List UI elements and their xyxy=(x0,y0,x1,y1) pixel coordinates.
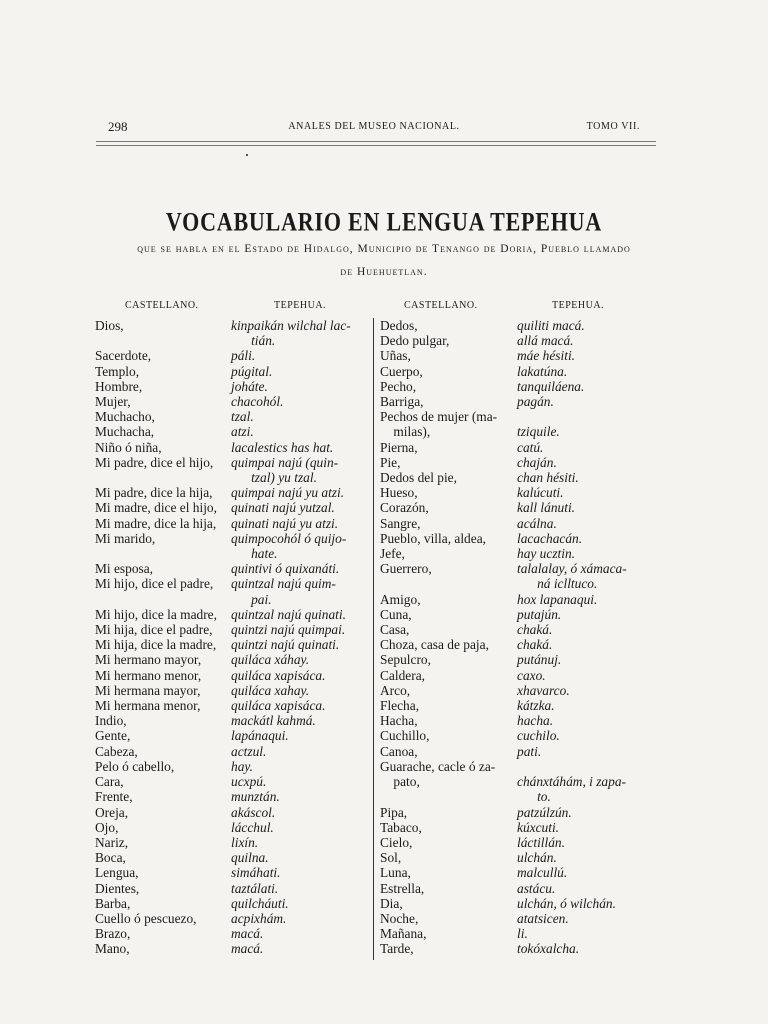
ink-speck xyxy=(246,154,248,156)
castellano-term: Cuerpo, xyxy=(380,363,423,379)
castellano-term: Mi hermana mayor, xyxy=(95,682,201,698)
castellano-term: Mi padre, dice la hija, xyxy=(95,485,213,501)
vocab-entry xyxy=(95,774,377,789)
vocab-entry xyxy=(380,364,657,379)
tepehua-term: macá. xyxy=(231,941,264,957)
vocab-entry xyxy=(95,348,377,363)
vocab-entry xyxy=(380,576,657,591)
vocab-entry xyxy=(95,683,377,698)
vocab-entry xyxy=(95,926,377,941)
vocab-entry xyxy=(95,333,377,348)
castellano-term: pato, xyxy=(380,774,420,790)
volume-label: TOMO VII. xyxy=(586,121,640,132)
right-vocabulary-column xyxy=(380,318,657,957)
castellano-term: Pelo ó cabello, xyxy=(95,758,175,774)
tepehua-term: astácu. xyxy=(517,880,556,896)
tepehua-term: quimpocohól ó quijo- xyxy=(231,530,347,546)
castellano-term: Jefe, xyxy=(380,546,405,562)
tepehua-term: quimpai najú (quin- xyxy=(231,454,339,470)
tepehua-term: acpixhám. xyxy=(231,910,287,926)
castellano-term: Cabeza, xyxy=(95,743,138,759)
castellano-term: Ojo, xyxy=(95,819,119,835)
castellano-term: Dios, xyxy=(95,318,124,333)
vocab-entry xyxy=(380,318,657,333)
vocab-entry xyxy=(95,485,377,500)
tepehua-term: ulchán, ó wilchán. xyxy=(517,895,616,911)
tepehua-term: ulchán. xyxy=(517,850,557,866)
vocab-entry xyxy=(95,744,377,759)
page-header xyxy=(108,121,640,137)
vocab-entry xyxy=(380,835,657,850)
tepehua-term: kátzka. xyxy=(517,698,555,714)
tepehua-term: láctillán. xyxy=(517,834,565,850)
castellano-term: Mi hija, dice la madre, xyxy=(95,637,217,653)
castellano-term: Sacerdote, xyxy=(95,348,152,364)
castellano-term xyxy=(95,546,231,561)
vocab-entry xyxy=(95,500,377,515)
tepehua-term: lapánaqui. xyxy=(231,728,289,744)
vocab-entry xyxy=(380,713,657,728)
vocab-entry xyxy=(380,896,657,911)
castellano-term: Corazón, xyxy=(380,500,429,516)
castellano-term: Luna, xyxy=(380,865,411,881)
tepehua-term: akáscol. xyxy=(231,804,276,820)
castellano-term: Noche, xyxy=(380,910,419,926)
tepehua-term: máe hésiti. xyxy=(517,348,576,364)
tepehua-term: catú. xyxy=(517,439,544,455)
subtitle-continuation: de Huehuetlan. xyxy=(340,266,428,278)
tepehua-term: simáhati. xyxy=(231,865,281,881)
castellano-term: Pierna, xyxy=(380,439,418,455)
castellano-term: Pipa, xyxy=(380,804,408,820)
column-header-right-castellano: CASTELLANO. xyxy=(404,300,478,311)
tepehua-term: quinati najú yu atzi. xyxy=(231,515,339,531)
castellano-term: Frente, xyxy=(95,789,133,805)
vocab-entry xyxy=(380,789,657,804)
tepehua-term: quiláca xapisáca. xyxy=(231,698,326,714)
vocab-entry xyxy=(95,713,377,728)
castellano-term: Mi hijo, dice el padre, xyxy=(95,576,214,592)
tepehua-term: tziquile. xyxy=(517,424,560,440)
vocab-entry xyxy=(95,622,377,637)
castellano-term: Mujer, xyxy=(95,394,131,410)
tepehua-term: ná iclltuco. xyxy=(517,576,598,592)
tepehua-term: chaká. xyxy=(517,637,553,653)
castellano-term: Mi hermano mayor, xyxy=(95,652,202,668)
vocab-entry xyxy=(380,379,657,394)
tepehua-term: kúxcuti. xyxy=(517,819,560,835)
tepehua-term: quintzi najú quimpai. xyxy=(231,622,346,638)
castellano-term xyxy=(95,470,231,485)
vocab-entry xyxy=(380,424,657,439)
tepehua-term: kinpaikán wilchal lac- xyxy=(231,318,351,333)
vocab-entry xyxy=(380,911,657,926)
tepehua-term: páli. xyxy=(231,348,256,364)
castellano-term: Sangre, xyxy=(380,515,421,531)
tepehua-term: púgital. xyxy=(231,363,273,379)
header-rule xyxy=(96,141,656,142)
vocab-entry xyxy=(380,622,657,637)
vocab-entry xyxy=(95,561,377,576)
tepehua-term: pati. xyxy=(517,743,542,759)
vocab-entry xyxy=(95,637,377,652)
tepehua-term: acálna. xyxy=(517,515,557,531)
tepehua-term: to. xyxy=(517,789,551,805)
tepehua-term: lakatúna. xyxy=(517,363,568,379)
tepehua-term: kall lánuti. xyxy=(517,500,576,516)
castellano-term: Muchacho, xyxy=(95,409,155,425)
vocab-entry xyxy=(95,850,377,865)
castellano-term: milas), xyxy=(380,424,431,440)
vocab-entry xyxy=(95,805,377,820)
castellano-term: Cielo, xyxy=(380,834,413,850)
tepehua-term: quintzal najú quim- xyxy=(231,576,336,592)
castellano-term: Mi madre, dice la hija, xyxy=(95,515,217,531)
vocab-entry xyxy=(380,668,657,683)
vocab-entry xyxy=(380,409,657,424)
tepehua-term: quilcháuti. xyxy=(231,895,289,911)
vocab-entry xyxy=(380,440,657,455)
castellano-term: Cara, xyxy=(95,774,124,790)
castellano-term: Tabaco, xyxy=(380,819,422,835)
vocab-entry xyxy=(380,941,657,956)
castellano-term: Estrella, xyxy=(380,880,425,896)
vocab-entry xyxy=(95,698,377,713)
castellano-term: Cuello ó pescuezo, xyxy=(95,910,197,926)
vocab-entry xyxy=(95,516,377,531)
vocab-entry xyxy=(95,440,377,455)
tepehua-term: kalúcuti. xyxy=(517,485,564,501)
tepehua-term: li. xyxy=(517,926,528,942)
castellano-term xyxy=(95,333,231,348)
castellano-term: Caldera, xyxy=(380,667,425,683)
tepehua-term: lacalestics has hat. xyxy=(231,439,334,455)
castellano-term: Sepulcro, xyxy=(380,652,431,668)
castellano-term: Mi hijo, dice la madre, xyxy=(95,606,217,622)
vocab-entry xyxy=(95,896,377,911)
vocab-entry xyxy=(95,531,377,546)
tepehua-term: hay ucztin. xyxy=(517,546,576,562)
castellano-term: Mi madre, dice el hijo, xyxy=(95,500,217,516)
tepehua-term: cuchilo. xyxy=(517,728,560,744)
castellano-term: Canoa, xyxy=(380,743,418,759)
castellano-term: Pecho, xyxy=(380,378,417,394)
castellano-term: Templo, xyxy=(95,363,140,379)
castellano-term: Niño ó niña, xyxy=(95,439,162,455)
tepehua-term: lacachacán. xyxy=(517,530,583,546)
castellano-term: Barriga, xyxy=(380,394,424,410)
tepehua-term: chánxtáhám, i zapa- xyxy=(517,774,626,790)
tepehua-term: xhavarco. xyxy=(517,682,570,698)
tepehua-term: putajún. xyxy=(517,606,562,622)
vocab-entry xyxy=(380,470,657,485)
tepehua-term: quintzal najú quinati. xyxy=(231,606,346,622)
tepehua-term: lácchul. xyxy=(231,819,274,835)
castellano-term: Mi padre, dice el hijo, xyxy=(95,454,214,470)
tepehua-term: chaján. xyxy=(517,454,557,470)
vocab-entry xyxy=(380,546,657,561)
castellano-term: Mañana, xyxy=(380,926,427,942)
tepehua-term: quimpai najú yu atzi. xyxy=(231,485,345,501)
tepehua-term: caxo. xyxy=(517,667,546,683)
castellano-term: Cuna, xyxy=(380,606,412,622)
tepehua-term: hacha. xyxy=(517,713,554,729)
tepehua-term: allá macá. xyxy=(517,333,574,349)
vocab-entry xyxy=(380,531,657,546)
tepehua-term: quilna. xyxy=(231,850,269,866)
column-header-right-tepehua: TEPEHUA. xyxy=(552,300,605,311)
castellano-term: Mi hija, dice el padre, xyxy=(95,622,213,638)
vocab-entry xyxy=(380,455,657,470)
left-vocabulary-column xyxy=(95,318,377,957)
castellano-term: Dia, xyxy=(380,895,403,911)
vocab-entry xyxy=(95,470,377,485)
tepehua-term: mackátl kahmá. xyxy=(231,713,316,729)
vocab-entry xyxy=(380,759,657,774)
castellano-term: Casa, xyxy=(380,622,410,638)
castellano-term: Oreja, xyxy=(95,804,129,820)
vocab-entry xyxy=(95,759,377,774)
tepehua-term: tzal. xyxy=(231,409,254,425)
castellano-term: Boca, xyxy=(95,850,126,866)
vocab-entry xyxy=(380,333,657,348)
tepehua-term: pai. xyxy=(231,591,272,607)
vocab-entry xyxy=(95,865,377,880)
castellano-term: Flecha, xyxy=(380,698,420,714)
castellano-term: Lengua, xyxy=(95,865,139,881)
tepehua-term: tokóxalcha. xyxy=(517,941,580,957)
vocab-entry xyxy=(95,592,377,607)
castellano-term: Mano, xyxy=(95,941,130,957)
vocab-entry xyxy=(380,683,657,698)
vocab-entry xyxy=(95,941,377,956)
vocab-entry xyxy=(380,592,657,607)
castellano-term: Choza, casa de paja, xyxy=(380,637,489,653)
tepehua-term: lixín. xyxy=(231,834,259,850)
castellano-term: Mi esposa, xyxy=(95,561,154,577)
vocab-entry xyxy=(380,394,657,409)
castellano-term: Pueblo, villa, aldea, xyxy=(380,530,486,546)
castellano-term: Hacha, xyxy=(380,713,418,729)
subtitle: que se habla en el Estado de Hidalgo, Municipio de Tenango de Doria, Pueblo llamado xyxy=(137,243,631,255)
castellano-term: Dedo pulgar, xyxy=(380,333,450,349)
vocab-entry xyxy=(95,652,377,667)
vocab-entry xyxy=(95,424,377,439)
vocab-entry xyxy=(380,744,657,759)
castellano-term: Gente, xyxy=(95,728,131,744)
castellano-term: Hueso, xyxy=(380,485,418,501)
castellano-term: Muchacha, xyxy=(95,424,155,440)
castellano-term: Pie, xyxy=(380,454,401,470)
vocab-entry xyxy=(380,774,657,789)
vocab-entry xyxy=(380,881,657,896)
castellano-term: Brazo, xyxy=(95,926,131,942)
vocab-entry xyxy=(380,607,657,622)
tepehua-term: pagán. xyxy=(517,394,554,410)
vocab-entry xyxy=(95,607,377,622)
castellano-term: Dedos, xyxy=(380,318,418,333)
tepehua-term: tanquiláena. xyxy=(517,378,585,394)
vocab-entry xyxy=(380,348,657,363)
castellano-term: Cuchillo, xyxy=(380,728,430,744)
tepehua-term: quiláca xapisáca. xyxy=(231,667,326,683)
castellano-term: Uñas, xyxy=(380,348,411,364)
castellano-term: Sol, xyxy=(380,850,402,866)
vocab-entry xyxy=(380,637,657,652)
vocab-entry xyxy=(95,546,377,561)
vocab-entry xyxy=(380,850,657,865)
castellano-term: Hombre, xyxy=(95,378,143,394)
vocab-entry xyxy=(95,728,377,743)
vocab-entry xyxy=(380,926,657,941)
castellano-term xyxy=(380,576,517,591)
tepehua-term: atatsicen. xyxy=(517,910,569,926)
vocab-entry xyxy=(380,561,657,576)
tepehua-term: patzúlzún. xyxy=(517,804,572,820)
tepehua-term: hox lapanaqui. xyxy=(517,591,598,607)
castellano-term: Pechos de mujer (ma- xyxy=(380,409,498,425)
vocab-entry xyxy=(95,911,377,926)
vocab-entry xyxy=(95,379,377,394)
page-number: 298 xyxy=(108,119,128,134)
page-title: VOCABULARIO EN LENGUA TEPEHUA xyxy=(165,207,603,237)
castellano-term xyxy=(95,592,231,607)
castellano-term: Nariz, xyxy=(95,834,129,850)
tepehua-term: chacohól. xyxy=(231,394,284,410)
tepehua-term: quiláca xahay. xyxy=(231,682,310,698)
castellano-term: Guarache, cacle ó za- xyxy=(380,758,496,774)
vocab-entry xyxy=(95,576,377,591)
tepehua-term: tián. xyxy=(231,333,276,349)
tepehua-term: munztán. xyxy=(231,789,280,805)
vocab-entry xyxy=(95,318,377,333)
vocab-entry xyxy=(95,394,377,409)
castellano-term: Mi hermano menor, xyxy=(95,667,202,683)
castellano-term: Indio, xyxy=(95,713,127,729)
tepehua-term: quinati najú yutzal. xyxy=(231,500,335,516)
vocab-entry xyxy=(380,805,657,820)
column-header-left-castellano: CASTELLANO. xyxy=(125,300,199,311)
castellano-term: Amigo, xyxy=(380,591,421,607)
castellano-term: Arco, xyxy=(380,682,411,698)
vocab-entry xyxy=(380,728,657,743)
castellano-term xyxy=(380,789,517,804)
castellano-term: Tarde, xyxy=(380,941,414,957)
vocab-entry xyxy=(380,516,657,531)
castellano-term: Guerrero, xyxy=(380,561,432,577)
castellano-term: Mi hermana menor, xyxy=(95,698,201,714)
castellano-term: Barba, xyxy=(95,895,131,911)
tepehua-term: atzi. xyxy=(231,424,254,440)
tepehua-term xyxy=(517,759,657,774)
vocab-entry xyxy=(95,881,377,896)
tepehua-term: putánuj. xyxy=(517,652,562,668)
tepehua-term: hate. xyxy=(231,546,278,562)
castellano-term: Mi marido, xyxy=(95,530,156,546)
tepehua-term: quiláca xáhay. xyxy=(231,652,310,668)
vocab-entry xyxy=(95,835,377,850)
tepehua-term: chaká. xyxy=(517,622,553,638)
tepehua-term: malcullú. xyxy=(517,865,568,881)
tepehua-term: chan hésiti. xyxy=(517,470,579,486)
tepehua-term: tzal) yu tzal. xyxy=(231,470,317,486)
tepehua-term: quiliti macá. xyxy=(517,318,585,333)
vocab-entry xyxy=(95,820,377,835)
tepehua-term xyxy=(517,409,657,424)
tepehua-term: taztálati. xyxy=(231,880,279,896)
vocab-entry xyxy=(95,455,377,470)
tepehua-term: macá. xyxy=(231,926,264,942)
vocab-entry xyxy=(95,668,377,683)
castellano-term: Dedos del pie, xyxy=(380,470,457,486)
vocab-entry xyxy=(95,409,377,424)
tepehua-term: quintzi najú quinati. xyxy=(231,637,340,653)
vocab-entry xyxy=(380,485,657,500)
tepehua-term: ucxpú. xyxy=(231,774,267,790)
tepehua-term: actzul. xyxy=(231,743,267,759)
vocab-entry xyxy=(380,820,657,835)
tepehua-term: joháte. xyxy=(231,378,268,394)
vocab-entry xyxy=(95,364,377,379)
tepehua-term: quintivi ó quixanáti. xyxy=(231,561,340,577)
vocab-entry xyxy=(380,698,657,713)
vocab-entry xyxy=(380,652,657,667)
vocab-entry xyxy=(380,865,657,880)
tepehua-term: talalalay, ó xámaca- xyxy=(517,561,627,577)
vocab-entry xyxy=(95,789,377,804)
column-header-left-tepehua: TEPEHUA. xyxy=(274,300,327,311)
running-title: ANALES DEL MUSEO NACIONAL. xyxy=(288,121,460,132)
vocab-entry xyxy=(380,500,657,515)
castellano-term: Dientes, xyxy=(95,880,140,896)
header-rule-double xyxy=(96,145,656,146)
tepehua-term: hay. xyxy=(231,758,253,774)
